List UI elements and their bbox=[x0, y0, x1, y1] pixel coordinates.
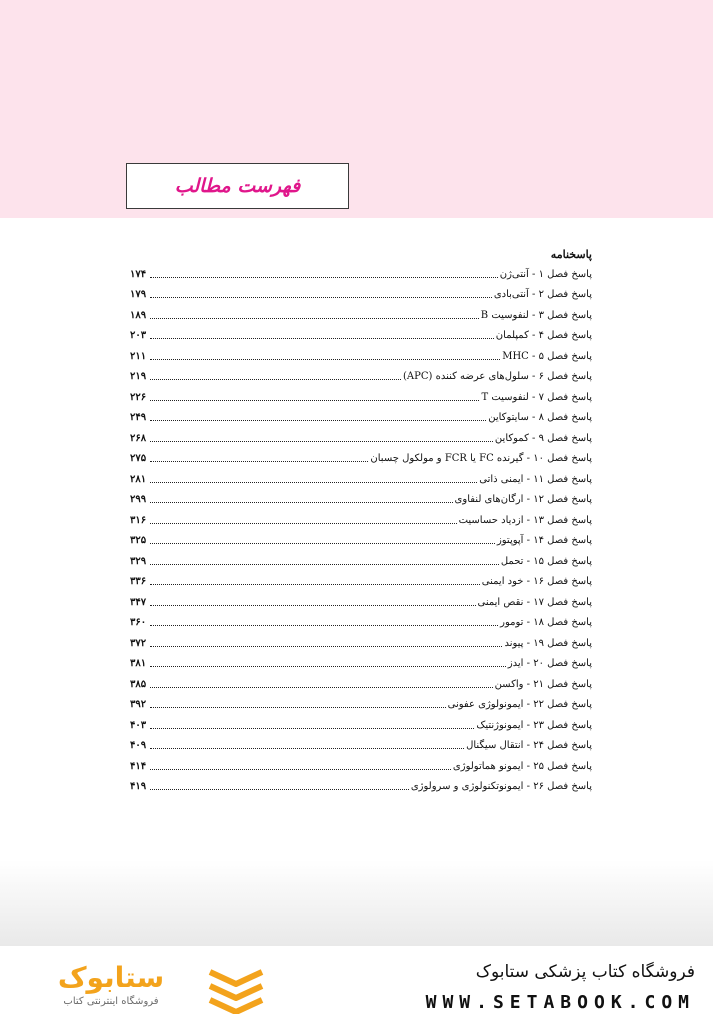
toc-entry-page: ۳۸۵ bbox=[130, 678, 147, 690]
dot-leader bbox=[150, 666, 506, 667]
toc-entry-label: پاسخ فصل ۲۱ - واکسن bbox=[494, 678, 592, 690]
toc-entry-page: ۱۸۹ bbox=[130, 309, 147, 321]
table-of-contents bbox=[130, 247, 592, 796]
dot-leader bbox=[150, 523, 457, 524]
toc-entry-page: ۳۱۶ bbox=[130, 514, 147, 526]
toc-list bbox=[130, 263, 592, 796]
toc-entry[interactable] bbox=[130, 509, 592, 530]
toc-entry-page: ۲۱۹ bbox=[130, 371, 147, 382]
toc-entry-label: پاسخ فصل ۳ - لنفوسیت B bbox=[480, 309, 592, 321]
toc-entry[interactable] bbox=[130, 263, 592, 284]
toc-entry-label: پاسخ فصل ۱۹ - پیوند bbox=[504, 637, 592, 649]
toc-entry-label: پاسخ فصل ۴ - کمپلمان bbox=[495, 330, 592, 341]
header-band bbox=[0, 0, 713, 218]
toc-entry[interactable] bbox=[130, 407, 592, 428]
toc-entry[interactable] bbox=[130, 448, 592, 469]
toc-entry[interactable] bbox=[130, 489, 592, 510]
toc-entry[interactable] bbox=[130, 366, 592, 387]
store-name: فروشگاه کتاب پزشکی ستابوک bbox=[475, 962, 695, 982]
dot-leader bbox=[150, 420, 486, 421]
dot-leader bbox=[150, 748, 464, 749]
dot-leader bbox=[150, 461, 368, 462]
dot-leader bbox=[150, 728, 474, 729]
toc-entry[interactable] bbox=[130, 345, 592, 366]
toc-entry-label: پاسخ فصل ۱ - آنتی‌ژن bbox=[499, 268, 592, 280]
store-url[interactable]: WWW.SETABOOK.COM bbox=[425, 992, 695, 1013]
toc-entry[interactable] bbox=[130, 632, 592, 653]
toc-entry-page: ۴۰۹ bbox=[130, 740, 147, 751]
toc-entry[interactable] bbox=[130, 714, 592, 735]
toc-entry[interactable] bbox=[130, 386, 592, 407]
toc-entry-label: پاسخ فصل ۷ - لنفوسیت T bbox=[481, 391, 592, 403]
toc-entry-label: پاسخ فصل ۱۴ - آپوپتوز bbox=[496, 535, 592, 546]
toc-entry[interactable] bbox=[130, 427, 592, 448]
toc-entry-label: پاسخ فصل ۱۸ - تومور bbox=[500, 617, 592, 628]
dot-leader bbox=[150, 543, 495, 544]
dot-leader bbox=[150, 605, 476, 606]
dot-leader bbox=[150, 625, 498, 626]
toc-entry-page: ۲۲۶ bbox=[130, 391, 147, 403]
toc-entry-page: ۲۱۱ bbox=[130, 350, 147, 362]
dot-leader bbox=[150, 502, 453, 503]
toc-entry-label: پاسخ فصل ۲۴ - انتقال سیگنال bbox=[466, 740, 592, 751]
toc-entry[interactable] bbox=[130, 591, 592, 612]
dot-leader bbox=[150, 789, 409, 790]
toc-entry-page: ۲۸۱ bbox=[130, 473, 147, 485]
toc-entry-page: ۳۲۵ bbox=[130, 535, 147, 546]
toc-entry-page: ۳۶۰ bbox=[130, 617, 147, 628]
toc-entry[interactable] bbox=[130, 694, 592, 715]
setabook-logo bbox=[36, 962, 276, 1016]
toc-entry-label: پاسخ فصل ۵ - MHC bbox=[502, 350, 592, 362]
dot-leader bbox=[150, 277, 498, 278]
toc-entry[interactable] bbox=[130, 530, 592, 551]
toc-entry[interactable] bbox=[130, 755, 592, 776]
page-bottom-shadow bbox=[0, 860, 713, 946]
toc-entry-label: پاسخ فصل ۱۷ - نقص ایمنی bbox=[477, 596, 592, 608]
toc-heading: پاسخنامه bbox=[550, 248, 592, 261]
toc-entry-label: پاسخ فصل ۶ - سلول‌های عرضه کننده (APC) bbox=[402, 371, 592, 382]
toc-entry[interactable] bbox=[130, 468, 592, 489]
toc-entry-label: پاسخ فصل ۱۳ - ازدیاد حساسیت bbox=[458, 514, 592, 526]
book-stack-icon bbox=[206, 964, 266, 1014]
dot-leader bbox=[150, 338, 494, 339]
toc-entry-label: پاسخ فصل ۱۵ - تحمل bbox=[500, 555, 592, 567]
toc-entry-label: پاسخ فصل ۱۶ - خود ایمنی bbox=[481, 576, 592, 587]
toc-entry-page: ۴۰۳ bbox=[130, 719, 147, 731]
toc-entry-page: ۳۳۶ bbox=[130, 576, 147, 587]
toc-entry-page: ۳۲۹ bbox=[130, 555, 147, 567]
toc-entry-page: ۲۶۸ bbox=[130, 432, 147, 444]
logo-tagline: فروشگاه اینترنتی کتاب bbox=[63, 996, 159, 1007]
dot-leader bbox=[150, 564, 499, 565]
dot-leader bbox=[150, 707, 446, 708]
toc-entry[interactable] bbox=[130, 325, 592, 346]
toc-entry[interactable] bbox=[130, 653, 592, 674]
toc-entry-page: ۴۱۴ bbox=[130, 760, 147, 772]
toc-entry[interactable] bbox=[130, 550, 592, 571]
dot-leader bbox=[150, 297, 492, 298]
toc-entry-page: ۳۹۲ bbox=[130, 699, 147, 710]
toc-entry-label: پاسخ فصل ۱۱ - ایمنی ذاتی bbox=[479, 473, 592, 485]
toc-entry-page: ۱۷۴ bbox=[130, 268, 147, 280]
toc-entry-page: ۳۸۱ bbox=[130, 658, 147, 669]
toc-entry-label: پاسخ فصل ۲۲ - ایمونولوژی عفونی bbox=[447, 699, 592, 710]
toc-entry[interactable] bbox=[130, 304, 592, 325]
dot-leader bbox=[150, 318, 479, 319]
toc-entry-label: پاسخ فصل ۲۵ - ایمونو هماتولوژی bbox=[452, 760, 592, 772]
dot-leader bbox=[150, 379, 401, 380]
dot-leader bbox=[150, 584, 480, 585]
toc-entry-label: پاسخ فصل ۲۰ - ایدز bbox=[507, 658, 592, 669]
title-box bbox=[126, 163, 349, 209]
toc-entry-page: ۲۴۹ bbox=[130, 412, 147, 423]
toc-entry[interactable] bbox=[130, 612, 592, 633]
toc-entry-label: پاسخ فصل ۲۶ - ایمونوتکنولوژی و سرولوژی bbox=[410, 781, 592, 792]
toc-entry-label: پاسخ فصل ۲۳ - ایمونوژنتیک bbox=[476, 719, 592, 731]
dot-leader bbox=[150, 441, 493, 442]
dot-leader bbox=[150, 359, 500, 360]
dot-leader bbox=[150, 646, 502, 647]
toc-entry[interactable] bbox=[130, 571, 592, 592]
logo-text: ستابوک bbox=[57, 961, 165, 994]
page-title: فهرست مطالب bbox=[174, 175, 301, 197]
toc-entry-page: ۳۴۷ bbox=[130, 596, 147, 608]
toc-entry[interactable] bbox=[130, 735, 592, 756]
footer-banner bbox=[0, 946, 713, 1024]
dot-leader bbox=[150, 482, 477, 483]
dot-leader bbox=[150, 687, 493, 688]
toc-entry-page: ۲۰۳ bbox=[130, 330, 147, 341]
toc-entry-label: پاسخ فصل ۲ - آنتی‌بادی bbox=[493, 289, 592, 300]
toc-entry[interactable] bbox=[130, 673, 592, 694]
toc-entry-page: ۱۷۹ bbox=[130, 289, 147, 300]
dot-leader bbox=[150, 400, 479, 401]
toc-entry-label: پاسخ فصل ۱۰ - گیرنده FC یا FCR و مولکول چسبان bbox=[370, 453, 592, 464]
dot-leader bbox=[150, 769, 451, 770]
toc-entry-page: ۳۷۲ bbox=[130, 637, 147, 649]
toc-entry-page: ۲۹۹ bbox=[130, 494, 147, 505]
toc-entry-label: پاسخ فصل ۱۲ - ارگان‌های لنفاوی bbox=[454, 494, 592, 505]
toc-entry-page: ۴۱۹ bbox=[130, 781, 147, 792]
toc-entry[interactable] bbox=[130, 284, 592, 305]
toc-entry[interactable] bbox=[130, 776, 592, 797]
toc-entry-label: پاسخ فصل ۹ - کموکاین bbox=[494, 432, 592, 444]
toc-entry-label: پاسخ فصل ۸ - سایتوکاین bbox=[488, 412, 592, 423]
toc-entry-page: ۲۷۵ bbox=[130, 453, 147, 464]
